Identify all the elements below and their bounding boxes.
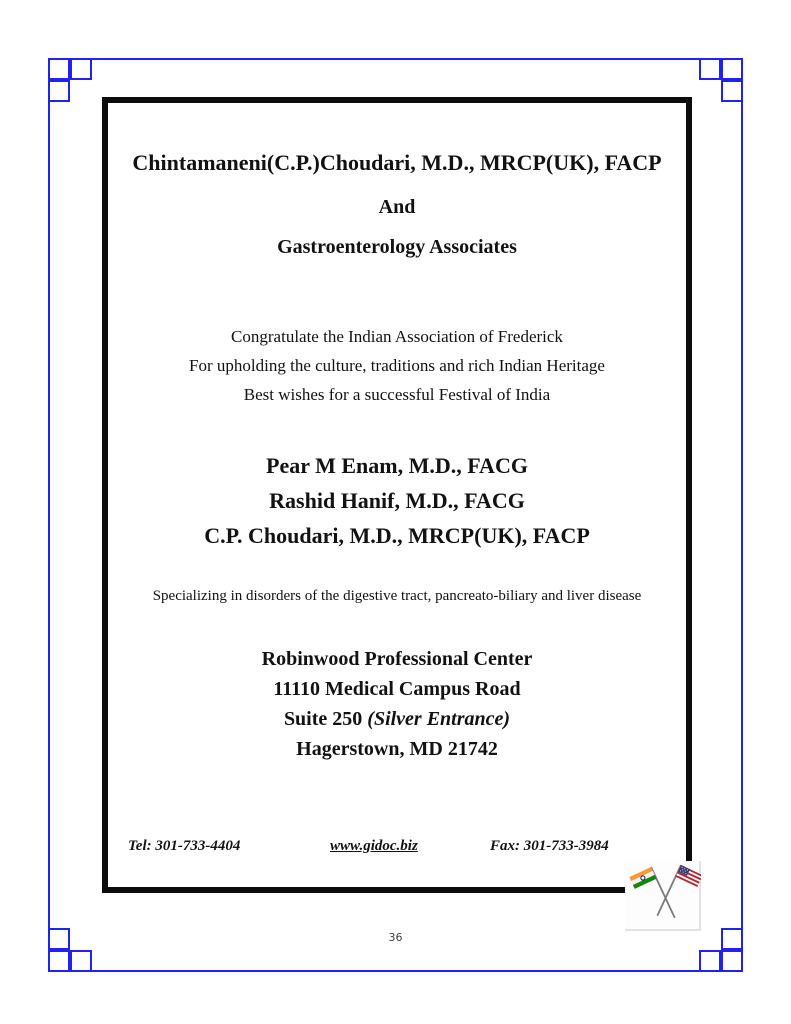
practice-name: Gastroenterology Associates	[277, 236, 517, 258]
corner-square-motif	[699, 950, 721, 972]
fax-number: Fax: 301-733-3984	[490, 838, 609, 854]
corner-square-motif	[70, 950, 92, 972]
doctor-name: Pear M Enam, M.D., FACG	[266, 453, 528, 478]
address-block	[102, 644, 692, 764]
suite-entrance-text: (Silver Entrance)	[367, 708, 511, 730]
doctor-title-line: Chintamaneni(C.P.)Choudari, M.D., MRCP(UK), FACP	[132, 150, 662, 175]
specialty-line: Specializing in disorders of the digestive tract, pancreato-biliary and liver disease	[152, 588, 642, 604]
website-link[interactable]: www.gidoc.biz	[330, 838, 418, 854]
corner-square-motif	[48, 80, 70, 102]
doctor-name: Rashid Hanif, M.D., FACG	[269, 488, 525, 513]
corner-square-motif	[699, 58, 721, 80]
crossed-flags-icon	[625, 861, 701, 931]
corner-square-motif	[721, 80, 743, 102]
address-line: Robinwood Professional Center	[261, 648, 533, 670]
corner-square-motif	[48, 950, 70, 972]
address-line-suite	[102, 704, 692, 734]
page-number: 36	[388, 931, 403, 944]
corner-square-motif	[70, 58, 92, 80]
corner-square-motif	[721, 58, 743, 80]
greeting-block	[102, 322, 692, 409]
doctors-list	[102, 448, 692, 553]
suite-text: Suite 250	[283, 708, 368, 730]
corner-square-motif	[721, 950, 743, 972]
greeting-line: For upholding the culture, traditions and rich Indian Heritage	[189, 356, 605, 375]
contact-row	[102, 838, 692, 858]
address-line: 11110 Medical Campus Road	[273, 678, 521, 700]
doctor-name: C.P. Choudari, M.D., MRCP(UK), FACP	[204, 523, 590, 548]
address-line-city: Hagerstown, MD 21742	[296, 738, 498, 760]
phone-number: Tel: 301-733-4404	[128, 838, 241, 854]
india-usa-flags-image	[625, 861, 701, 931]
corner-square-motif	[48, 58, 70, 80]
greeting-line: Congratulate the Indian Association of Frederick	[231, 327, 563, 346]
greeting-line: Best wishes for a successful Festival of India	[243, 385, 551, 404]
connector-word: And	[378, 196, 416, 218]
